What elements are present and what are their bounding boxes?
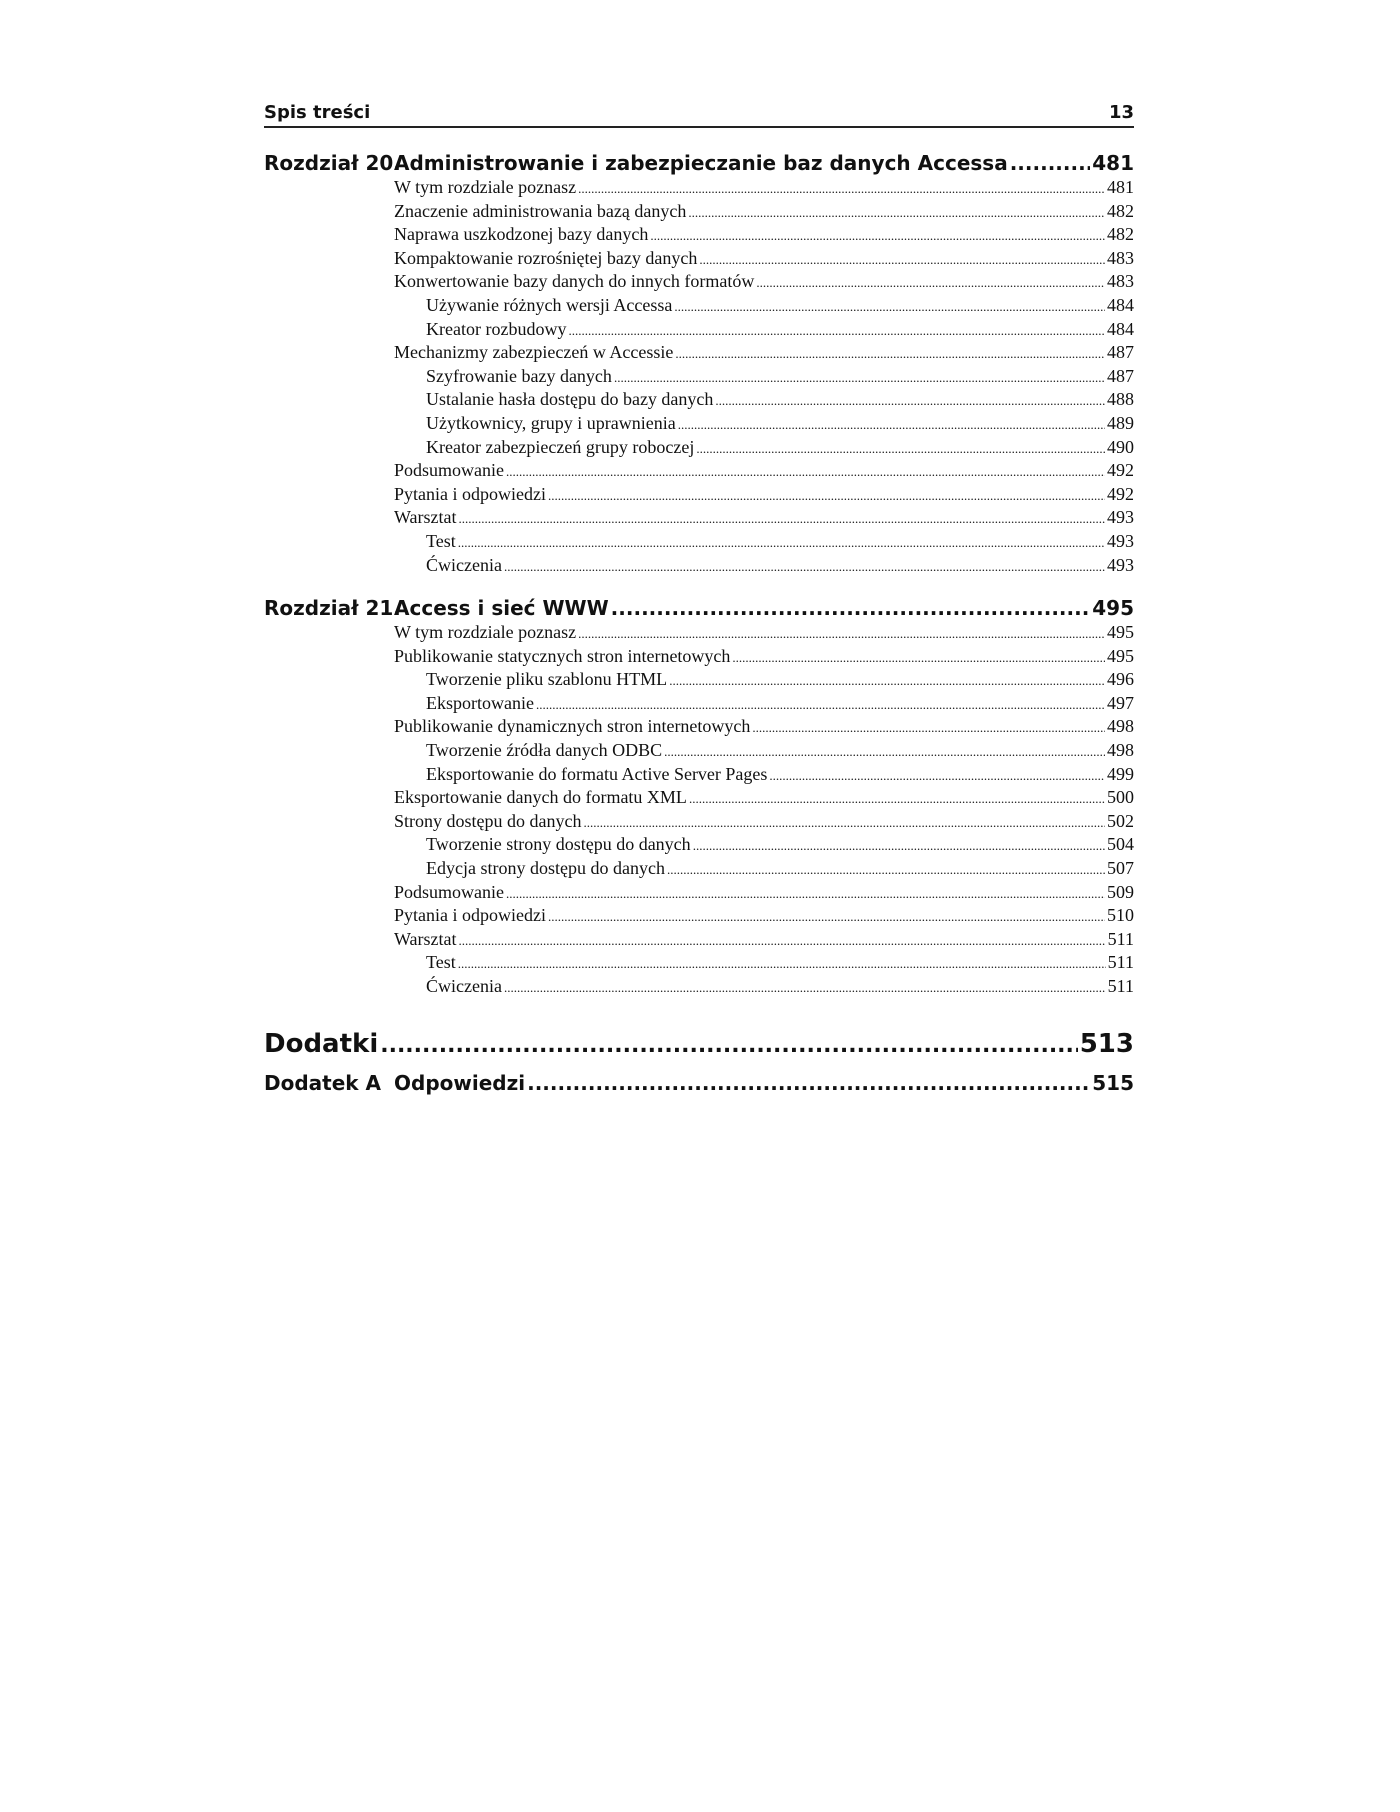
appendix-label: Dodatek A: [264, 1070, 382, 1095]
toc-entry: [394, 554, 1134, 578]
entry-title: Warsztat: [394, 928, 457, 949]
entry-page-number: 492: [1107, 483, 1134, 504]
toc-entry: [394, 200, 1134, 224]
part-title: Dodatki: [264, 1028, 379, 1059]
toc-entry: [394, 436, 1134, 460]
entry-title: Użytkownicy, grupy i uprawnienia: [426, 412, 676, 433]
entry-title: W tym rozdziale poznasz: [394, 622, 577, 643]
header-section-title: Spis treści: [264, 102, 371, 123]
chapter-label: Rozdział 21.: [264, 596, 401, 621]
toc-entry: [394, 763, 1134, 787]
toc-entry: [394, 857, 1134, 881]
toc-entry: [394, 881, 1134, 905]
header-page-number: 13: [1108, 102, 1134, 123]
toc-entry: [394, 270, 1134, 294]
toc-entry: [394, 904, 1134, 928]
toc-entry: [394, 412, 1134, 436]
appendix-heading: [264, 1069, 1134, 1097]
dot-leader: [583, 811, 1105, 835]
entry-page-number: 504: [1107, 834, 1134, 855]
entry-page-number: 498: [1107, 716, 1134, 737]
dot-leader: [732, 646, 1105, 670]
entry-title: Mechanizmy zabezpieczeń w Accessie: [394, 342, 674, 363]
dot-leader: [688, 201, 1105, 225]
toc-page: [264, 96, 1134, 1097]
entry-title: Pytania i odpowiedzi: [394, 483, 546, 504]
entry-page-number: 496: [1107, 669, 1134, 690]
toc-entry: [394, 294, 1134, 318]
dot-leader: [548, 905, 1105, 929]
dot-leader: [667, 858, 1105, 882]
part-page-number: 513: [1079, 1028, 1134, 1059]
toc-entry: [394, 715, 1134, 739]
dot-leader: [568, 319, 1105, 343]
toc-entry: [394, 645, 1134, 669]
entry-title: Konwertowanie bazy danych do innych formatów: [394, 271, 755, 292]
toc-entry: [394, 975, 1134, 999]
chapter-block: [264, 595, 1134, 999]
dot-leader: [693, 834, 1105, 858]
dot-leader: [696, 437, 1105, 461]
entry-page-number: 488: [1107, 389, 1134, 410]
chapters-list: [264, 150, 1134, 999]
entry-title: Naprawa uszkodzonej bazy danych: [394, 224, 649, 245]
entry-page-number: 497: [1107, 692, 1134, 713]
entry-title: Ćwiczenia: [426, 554, 502, 575]
entry-page-number: 482: [1107, 224, 1134, 245]
toc-entry: [394, 506, 1134, 530]
toc-entry: [394, 341, 1134, 365]
entry-page-number: 511: [1107, 976, 1134, 996]
entry-title: Używanie różnych wersji Accessa: [426, 294, 673, 315]
dot-leader: [678, 413, 1105, 437]
toc-entry: [394, 928, 1134, 952]
entry-title: Eksportowanie: [426, 692, 534, 713]
running-header: [264, 96, 1134, 128]
entry-title: Kreator zabezpieczeń grupy roboczej: [426, 436, 695, 457]
dot-leader: [674, 295, 1105, 319]
dot-leader: [650, 224, 1105, 248]
entry-title: Eksportowanie danych do formatu XML: [394, 787, 687, 808]
toc-entry: [394, 318, 1134, 342]
dot-leader: [689, 787, 1105, 811]
entry-title: Publikowanie dynamicznych stron internetowych: [394, 716, 751, 737]
toc-entry: [394, 247, 1134, 271]
appendix-title: Odpowiedzi: [394, 1070, 526, 1095]
toc-entry: [394, 388, 1134, 412]
entry-page-number: 498: [1107, 740, 1134, 761]
entry-page-number: 490: [1107, 436, 1134, 457]
dot-leader: [504, 555, 1105, 579]
entry-page-number: 500: [1107, 787, 1134, 808]
toc-entry: [394, 483, 1134, 507]
entry-page-number: 510: [1107, 905, 1134, 926]
toc-entry: [394, 833, 1134, 857]
entry-title: W tym rozdziale poznasz: [394, 177, 577, 197]
entry-page-number: 484: [1107, 294, 1134, 315]
toc-entry: [394, 530, 1134, 554]
entry-title: Kompaktowanie rozrośniętej bazy danych: [394, 247, 698, 268]
dot-leader: [380, 1029, 1077, 1063]
dot-leader: [664, 740, 1105, 764]
entry-page-number: 482: [1107, 200, 1134, 221]
entry-page-number: 487: [1107, 342, 1134, 363]
dot-leader: [699, 248, 1105, 272]
dot-leader: [752, 716, 1105, 740]
entry-page-number: 481: [1107, 177, 1134, 197]
dot-leader: [536, 693, 1105, 717]
entry-title: Tworzenie źródła danych ODBC: [426, 740, 663, 761]
toc-entry: [394, 810, 1134, 834]
entry-page-number: 483: [1107, 271, 1134, 292]
toc-entry: [394, 668, 1134, 692]
toc-entry: [394, 176, 1134, 200]
entry-title: Podsumowanie: [394, 881, 504, 902]
entry-page-number: 493: [1107, 554, 1134, 575]
toc-entry: [394, 739, 1134, 763]
dot-leader: [715, 389, 1105, 413]
entry-page-number: 495: [1107, 645, 1134, 666]
entry-title: Tworzenie pliku szablonu HTML: [426, 669, 668, 690]
entry-title: Test: [426, 530, 456, 551]
entry-title: Ustalanie hasła dostępu do bazy danych: [426, 389, 714, 410]
entry-title: Ćwiczenia: [426, 976, 502, 996]
part-heading: [264, 1027, 1134, 1061]
entry-title: Szyfrowanie bazy danych: [426, 365, 612, 386]
entry-page-number: 489: [1107, 412, 1134, 433]
entry-title: Warsztat: [394, 507, 457, 528]
entry-title: Edycja strony dostępu do danych: [426, 858, 665, 879]
entry-title: Kreator rozbudowy: [426, 318, 567, 339]
entry-title: Tworzenie strony dostępu do danych: [426, 834, 691, 855]
dot-leader: [458, 952, 1106, 976]
dot-leader: [769, 764, 1105, 788]
dot-leader: [506, 460, 1105, 484]
dot-leader: [611, 595, 1091, 621]
entry-page-number: 493: [1107, 507, 1134, 528]
entry-title: Znaczenie administrowania bazą danych: [394, 200, 687, 221]
dot-leader: [504, 976, 1106, 1000]
dot-leader: [669, 669, 1105, 693]
entry-title: Publikowanie statycznych stron internetowych: [394, 645, 731, 666]
dot-leader: [506, 882, 1105, 906]
dot-leader: [459, 929, 1106, 953]
entry-page-number: 483: [1107, 247, 1134, 268]
dot-leader: [527, 1069, 1090, 1097]
entry-page-number: 487: [1107, 365, 1134, 386]
dot-leader: [578, 622, 1105, 646]
chapter-title: Administrowanie i zabezpieczanie baz danych Accessa: [394, 151, 1008, 175]
dot-leader: [675, 342, 1105, 366]
entry-page-number: 492: [1107, 460, 1134, 481]
chapter-heading: [264, 595, 1134, 621]
entry-page-number: 507: [1107, 858, 1134, 879]
dot-leader: [1010, 150, 1091, 176]
dot-leader: [756, 271, 1105, 295]
chapter-entries: [394, 176, 1134, 577]
dot-leader: [578, 177, 1105, 201]
dot-leader: [614, 366, 1105, 390]
entry-page-number: 495: [1107, 622, 1134, 643]
appendix-page-number: 515: [1092, 1070, 1134, 1095]
entry-page-number: 499: [1107, 763, 1134, 784]
chapter-label: Rozdział 20.: [264, 151, 401, 175]
toc-entry: [394, 223, 1134, 247]
toc-entry: [394, 951, 1134, 975]
chapter-page-number: 495: [1092, 596, 1134, 621]
toc-entry: [394, 621, 1134, 645]
entry-page-number: 511: [1107, 952, 1134, 973]
toc-entry: [394, 786, 1134, 810]
chapter-title: Access i sieć WWW: [394, 596, 609, 621]
toc-entry: [394, 365, 1134, 389]
dot-leader: [458, 531, 1105, 555]
dot-leader: [459, 507, 1105, 531]
toc-entry: [394, 459, 1134, 483]
entry-title: Podsumowanie: [394, 460, 504, 481]
entry-page-number: 484: [1107, 318, 1134, 339]
entry-page-number: 502: [1107, 810, 1134, 831]
chapter-page-number: 481: [1092, 151, 1134, 175]
chapter-heading: [264, 150, 1134, 176]
entry-page-number: 509: [1107, 881, 1134, 902]
entry-page-number: 493: [1107, 530, 1134, 551]
entry-title: Strony dostępu do danych: [394, 810, 582, 831]
toc-entry: [394, 692, 1134, 716]
entry-title: Pytania i odpowiedzi: [394, 905, 546, 926]
chapter-entries: [394, 621, 1134, 999]
chapter-block: [264, 150, 1134, 577]
entry-title: Test: [426, 952, 456, 973]
entry-page-number: 511: [1107, 928, 1134, 949]
entry-title: Eksportowanie do formatu Active Server Pages: [426, 763, 768, 784]
dot-leader: [548, 484, 1105, 508]
